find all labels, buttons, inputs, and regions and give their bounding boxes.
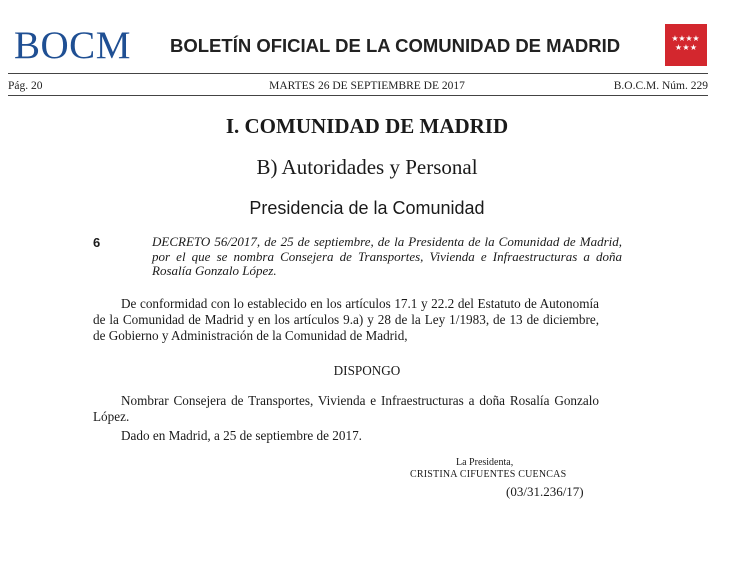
preamble-paragraph [93, 296, 599, 344]
decree-heading: DECRETO 56/2017, de 25 de septiembre, de la Presidenta de la Comunidad de Madrid, por el que se nombra Consejera de Transportes, Vivienda e Infraestructuras a doña Rosalía Gonzalo López. [152, 234, 622, 278]
signer-role: La Presidenta, [456, 457, 514, 468]
issue-number: B.O.C.M. Núm. 229 [613, 80, 708, 92]
svg-text:★: ★ [671, 34, 679, 43]
subsection-title: B) Autoridades y Personal [256, 155, 478, 179]
bulletin-title: BOLETÍN OFICIAL DE LA COMUNIDAD DE MADRID [170, 35, 621, 56]
reference-code: (03/31.236/17) [506, 484, 584, 499]
signer-name: CRISTINA CIFUENTES CUENCAS [410, 469, 567, 480]
header-rule-top [8, 73, 708, 74]
organ-title: Presidencia de la Comunidad [249, 198, 485, 218]
madrid-flag-seven-stars-icon [665, 24, 707, 66]
dispongo-heading: DISPONGO [333, 363, 401, 378]
svg-text:★: ★ [674, 43, 683, 52]
given-line: Dado en Madrid, a 25 de septiembre de 2017. [121, 428, 362, 443]
page-number: Pág. 20 [8, 80, 43, 92]
header-rule-bottom [8, 95, 708, 96]
svg-text:★: ★ [678, 34, 686, 43]
svg-text:★: ★ [692, 34, 700, 43]
bocm-logo: BOCM [14, 24, 131, 67]
issue-date: MARTES 26 DE SEPTIEMBRE DE 2017 [269, 80, 465, 92]
svg-text:★: ★ [682, 43, 690, 52]
resolution-text: Nombrar Consejera de Transportes, Vivienda e Infraestructuras a doña Rosalía Gonzalo López. [93, 393, 599, 424]
preamble-text: De conformidad con lo establecido en los artículos 17.1 y 22.2 del Estatuto de Autonomía de la Comunidad de Madrid y en los artículos 9.a) y 28 de la Ley 1/1983, de 13 de diciembre, de Gobierno y Administración de la Comunidad de Madrid, [93, 296, 599, 343]
entry-number: 6 [93, 235, 101, 250]
section-title: I. COMUNIDAD DE MADRID [225, 114, 509, 138]
svg-text:★: ★ [689, 43, 698, 52]
resolution-paragraph [93, 393, 599, 425]
svg-text:★: ★ [685, 34, 693, 43]
